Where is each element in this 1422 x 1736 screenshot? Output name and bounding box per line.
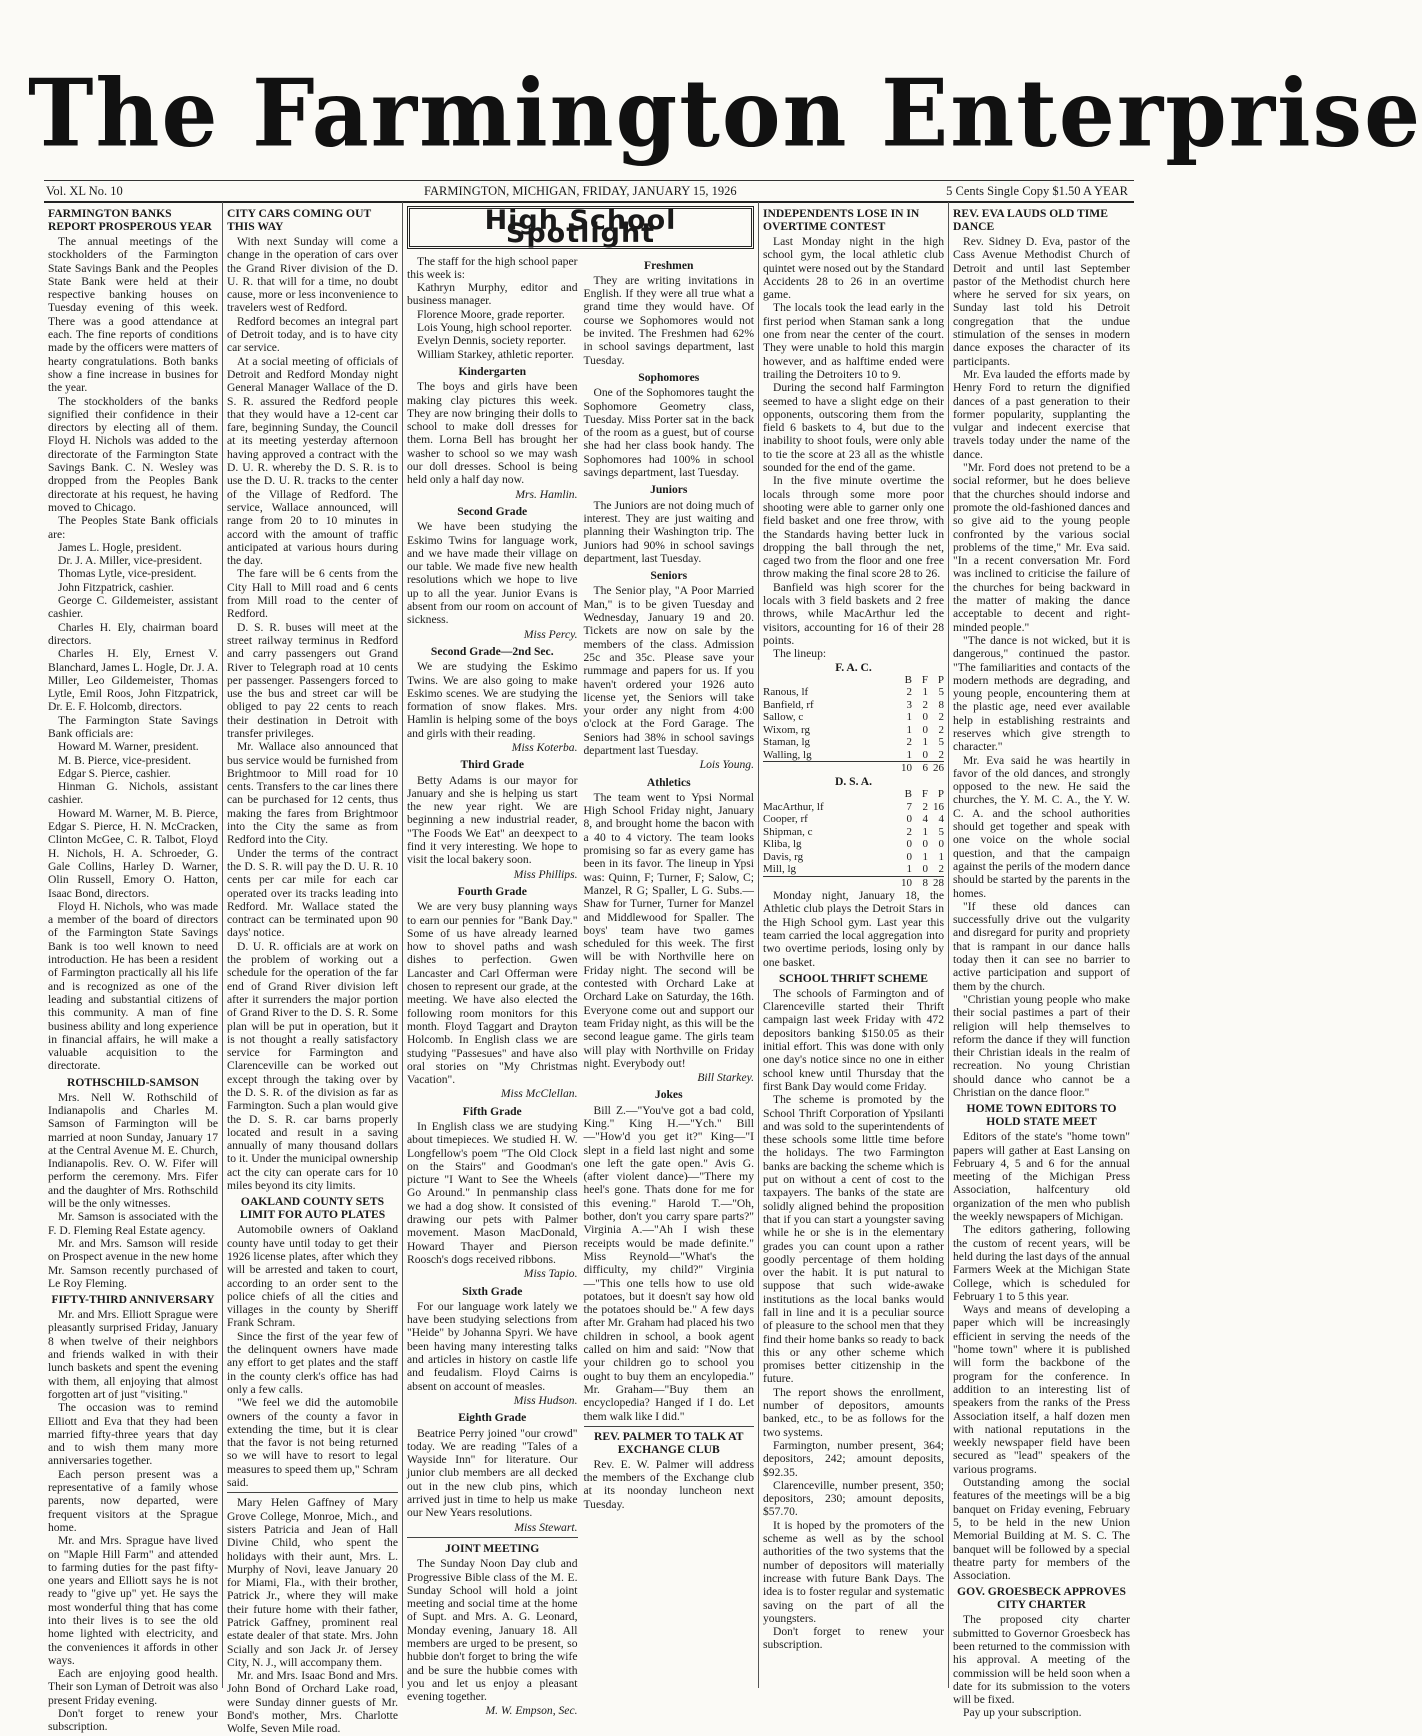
section-heading: Freshmen (644, 258, 694, 272)
article-heading: ROTHSCHILD-SAMSON (66, 1075, 200, 1089)
article-body (953, 1130, 1130, 1582)
paragraph: Editors of the state's "home town" papers will gather at East Lansing on February 4, 5 and 6 for the annual meeting of the Michigan Press Association, halfcentury old organization of the men who publish the weekly newspapers of Michigan. (953, 1130, 1130, 1224)
section-body: The Senior play, "A Poor Married Man," is to be given Tuesday and Wednesday, January 19 and 20. Tickets are now on sale by the members of the class. Admission 25c and 35c. Please save your rummage and papers for us. If you haven't ordered your 1926 auto license yet, the Seniors will take your order any night from 4:00 o'clock at the Ford Garage. The Seniors had 38% in school savings department last Tuesday. (583, 584, 754, 757)
column-5 (948, 202, 1134, 1720)
player-name: Walling, lg (763, 748, 812, 761)
section-heading: JOINT MEETING (445, 1541, 540, 1555)
article-body (953, 1613, 1130, 1719)
paragraph: Rev. Sidney D. Eva, pastor of the Cass Avenue Methodist Church of Detroit and until last September pastor of the Methodist church here where he served for six years, on Sunday last told his Detroit congregation that the undue stimulation of the senses in modern dance exposes the character of its participants. (953, 235, 1130, 368)
paragraph: Mr. and Mrs. Samson will reside on Prospect avenue in the new home Mr. Samson recently purchased of Le Roy Fleming. (48, 1236, 218, 1290)
article-body (953, 235, 1130, 1099)
section-heading: Sixth Grade (462, 1284, 523, 1298)
paragraph: Automobile owners of Oakland county have until today to get their 1926 license plates, after which they will be arrested and taken to court, according to an order sent to the police chiefs of all the cities and villages in the county by Sheriff Frank Schram. (227, 1223, 398, 1330)
paragraph: The report shows the enrollment, number of depositors, amounts banked, etc., to be as follows for the two systems. (763, 1385, 944, 1439)
paragraph: Evelyn Dennis, society reporter. (417, 334, 567, 348)
player-name: MacArthur, lf (763, 800, 824, 813)
paragraph: It is hoped by the promoters of the scheme as well as by the school authorities of the two systems that the number of depositors will materially increase with future Bank Days. The idea is to foster regular and systematic saving on the part of all the youngsters. (763, 1518, 944, 1625)
byline: Bill Starkey. (697, 1071, 754, 1085)
section-heading: Second Grade (457, 504, 528, 518)
paragraph: The Peoples State Bank officials are: (48, 514, 218, 541)
column-3 (402, 202, 758, 1718)
article-heading: REV. EVA LAUDS OLD TIME DANCE (953, 207, 1108, 233)
paragraph: Mr. and Mrs. Sprague have lived on "Maple Hill Farm" and attended to farming duties for the past fifty-one years and Elliott says he is not ready to "give up" yet. He says the most wonderful thing that has come into their lives is to see the old home lighted with electricity, and the conveniences it affords in other ways. (48, 1534, 218, 1667)
paragraph: Edgar S. Pierce, cashier. (58, 766, 171, 780)
paragraph: The staff for the high school paper this week is: (407, 254, 578, 281)
section-body: Beatrice Perry joined "our crowd" today. We are reading "Tales of a Wayside Inn" for literature. Our junior club members are all decked out in the new club pins, which arrived just in time to help us make our New Years resolutions. (407, 1426, 578, 1520)
paragraph: The Farmington State Savings Bank officials are: (48, 713, 218, 740)
stat-cell: 1 (906, 748, 912, 761)
byline: Mrs. Hamlin. (515, 487, 578, 501)
paragraph: Florence Moore, grade reporter. (417, 307, 565, 321)
player-name: Ranous, lf (763, 686, 809, 699)
stat-cell: 8 (938, 698, 944, 711)
section-body: We are studying the Eskimo Twins. We are also going to make Eskimo scenes. We are studying the formation of snow flakes. Mrs. Hamlin is helping some of the boys and girls with their reading. (407, 660, 578, 740)
paragraph: The editors gathering, following the custom of recent years, will be held during the last days of the annual Farmers Week at the Michigan State College, which is scheduled for February 1 to 5 this year. (953, 1223, 1130, 1303)
paragraph: Pay up your subscription. (963, 1706, 1082, 1720)
paragraph: Thomas Lytle, vice-president. (58, 567, 197, 581)
spotlight-title: High School Spotlight (484, 205, 677, 250)
paragraph: The lineup: (773, 647, 827, 661)
article-body (48, 235, 218, 1073)
paragraph: The stockholders of the banks signified their confidence in their directors by electing all of them. Floyd H. Nichols was added to the directorate of the Farmington State Savings Bank. C. N. Wesley was dropped from the Peoples Bank directorate at his request, he having moved to Chicago. (48, 394, 218, 514)
team-name: F. A. C. (835, 660, 872, 674)
dateline-bar (44, 180, 1134, 203)
spotlight-banner (407, 206, 754, 249)
paragraph: Charles H. Ely, Ernest V. Blanchard, James L. Hogle, Dr. J. A. Miller, Leo Gildemeister, Thomas Lytle, Emil Roos, John Fitzpatrick, Dr. E. F. Holcomb, directors. (48, 647, 219, 714)
columns (44, 202, 1134, 1736)
paragraph: John Fitzpatrick, cashier. (58, 580, 174, 594)
byline: Miss Phillips. (513, 867, 578, 881)
lineup-row (763, 736, 944, 749)
stat-cell: 1 (922, 825, 928, 838)
paragraph: "The dance is not wicked, but it is dangerous," continued the pastor. "The familiarities and contacts of the modern methods are degrading, and young people, encountering them at the plastic age, need ever available help in establishing restraints and reserves which give strength to character." (953, 633, 1130, 754)
player-name: Sallow, c (763, 711, 804, 724)
paragraph: Mr. and Mrs. Isaac Bond and Mrs. John Bond of Orchard Lake road, were Sunday dinner guests of Mr. Bond's mother, Mrs. Charlotte Wolfe, Seven Mile road. (227, 1669, 398, 1736)
paragraph: Each are enjoying good health. Their son Lyman of Detroit was also present Friday evening. (48, 1667, 219, 1707)
paragraph: Ways and means of developing a paper which will be increasingly efficient in serving the needs of the "home town" where it is published will form the backbone of the program for the conference. In addition to an interesting list of speakers from the ranks of the Press Association itself, a half dozen men with national reputations in the weekly newspaper field have been secured as "lead" speakers of the various programs. (953, 1303, 1130, 1476)
article-heading: GOV. GROESBECK APPROVES CITY CHARTER (957, 1585, 1126, 1612)
divider (227, 1492, 398, 1493)
lineup-table-fac (763, 674, 944, 775)
stat-cell: 6 (912, 762, 928, 775)
byline: Miss Tapio. (523, 1267, 578, 1281)
article-body (48, 1308, 218, 1707)
section-body: They are writing invitations in English. If they were all true what a grand time they would have. Of course we Sophomores would not be invited. The Freshmen had 62% in school savings department, last Tuesday. (583, 273, 754, 367)
spotlight-right (584, 255, 755, 1721)
section-body: Betty Adams is our mayor for January and she is helping us start the new year right. We are beginning a new industrial reader, "The Foods We Eat" an deexpect to find it very interesting. We hope to visit the local bakery soon. (407, 773, 578, 867)
divider (407, 1537, 578, 1538)
byline: Miss Percy. (523, 627, 578, 641)
section-heading: Kindergarten (458, 364, 527, 378)
section-body: Bill Z.—"You've got a bad cold, King." King H.—"Ych." Bill—"How'd you get it?" King—"I slept in a field last night and some one left the gate open." Avis G. (after violent dance)—"There my heel's gone. Thats done for me for this evening." Harold T.—"Oh, bother, don't you carry spare parts?" Virginia A.—"Ah I wish these receipts would be made definite." Miss Reynold—"What's the difficulty, my child?" Virginia—"This one tells how to use old potatoes, but it doesn't say how old the potatoes should be." A few days after Mr. Graham had placed his two children in school, a book agent called on him and said: "Now that your children go to school you ought to buy them an encylopedia." Mr. Graham—"Buy them an encyclopedia? Hanged if I do. Let them walk like I did." (583, 1103, 754, 1423)
paragraph: The occasion was to remind Elliott and Eva that they had been married fifty-three years that day and to wish them many more anniversaries together. (48, 1401, 218, 1468)
stat-cell: 10 (896, 762, 912, 775)
article-body (227, 1223, 398, 1489)
lineup-col-head: F (921, 788, 928, 801)
lineup-col-head: P (937, 673, 944, 686)
stat-cell: 5 (938, 736, 944, 749)
paragraph: Since the first of the year few of the delinquent owners have made any effort to get plates and the staff in the county clerk's office has had only a few calls. (227, 1329, 398, 1396)
paragraph: George C. Gildemeister, assistant cashier. (48, 594, 218, 621)
paragraph: In the five minute overtime the locals through some more poor shooting were able to garner only one field basket and one free throw, with the Standards having better luck in dropping the ball through the net, caged two from the floor and one free throw making the final score 28 to 26. (763, 474, 944, 581)
section-heading: Third Grade (460, 758, 524, 772)
article-body (763, 235, 944, 661)
stat-cell: 8 (912, 876, 928, 889)
paragraph: Howard M. Warner, M. B. Pierce, Edgar S. Pierce, H. N. McCracken, Clinton McGee, C. R. Talbot, Floyd H. Nichols, H. A. Schroeder, G. Gale Collins, Harley D. Warner, Olin Russell, Emory O. Hatton, Isaac Bond, directors. (48, 806, 218, 900)
paragraph: Each person present was a representative of a family whose parents, now departed, were frequent visitors at the Sprague home. (48, 1467, 218, 1534)
stat-cell: 2 (938, 711, 944, 724)
stat-cell: 5 (938, 825, 944, 838)
price: 5 Cents Single Copy $1.50 A YEAR (946, 184, 1128, 198)
article-heading: FIFTY-THIRD ANNIVERSARY (51, 1293, 215, 1307)
player-name (763, 762, 896, 775)
lineup-row (763, 749, 944, 762)
lineup-header-row (763, 674, 944, 687)
paragraph: The locals took the lead early in the first period when Staman sank a long one from near the center of the court. They were unable to hold this margin however, and as halftime ended were trailing the Detroiters 10 to 9. (763, 301, 944, 381)
byline: M. W. Empson, Sec. (485, 1704, 578, 1718)
player-name: Banfield, rf (763, 698, 814, 711)
section-body: The Sunday Noon Day club and Progressive Bible class of the M. E. Sunday School will hold a joint meeting and social time at the home of Supt. and Mrs. A. G. Leonard, Monday evening, January 18. All members are urged to be present, so hubbie don't forget to bring the wife and be sure the hubbie comes with you and let us enjoy a pleasant evening together. (407, 1557, 578, 1704)
paragraph: At a social meeting of officials of Detroit and Redford Monday night General Manager Wallace of the D. S. R. assured the Redford people that they would have a 12-cent car fare, beginning Sunday, the Council at its meeting yesterday afternoon having approved a contract with the D. U. R. whereby the D. S. R. is to use the D. U. R. tracks to the center of the Village of Redford. The service, Wallace announced, will range from 20 to 10 minutes in accord with the amount of traffic anticipated at various hours during the day. (227, 354, 398, 568)
subscription-reminder: Don't forget to renew your subscription. (763, 1625, 944, 1652)
paragraph: Clarenceville, number present, 350; depositors, 230; amount deposits, $57.70. (763, 1478, 944, 1519)
player-name: Wixom, rg (763, 723, 811, 736)
stat-cell: 1 (906, 863, 912, 876)
paragraph: Mr. Eva said he was heartily in favor of the old dances, and strongly opposed to the new. He said the churches, the Y. M. C. A., the Y. W. C. A. and the school authorities should get together and speak with one voice on the whole social question, and that the campaign against the perils of the modern dance should be started by the parents in the homes. (953, 753, 1130, 900)
lineup-col-head: F (921, 673, 928, 686)
stat-cell: 0 (922, 723, 928, 736)
stat-cell: 10 (896, 876, 912, 889)
stat-cell: 2 (938, 748, 944, 761)
paragraph: The schools of Farmington and of Clarenceville started their Thrift campaign last week Friday with 472 depositors banking $150.05 as their initial effort. This was done with only one day's notice since no one in either school knew until Thursday that the first Bank Day would come Friday. (763, 986, 944, 1093)
player-name: Staman, lg (763, 736, 811, 749)
paragraph: With next Sunday will come a change in the operation of cars over the Grand River division of the D. U. R. that will for a time, no doubt cause, more or less inconvenience to travelers west of Redford. (227, 235, 398, 315)
player-name: Mill, lg (763, 863, 797, 876)
stat-cell: 0 (906, 813, 912, 826)
lineup-total-row (763, 762, 944, 775)
article-heading: HOME TOWN EDITORS TO HOLD STATE MEET (966, 1102, 1117, 1129)
paragraph: Lois Young, high school reporter. (417, 321, 572, 335)
lineup-row (763, 801, 944, 814)
paragraph: The fare will be 6 cents from the City Hall to Mill road and 6 cents from Mill road to the center of Redford. (227, 567, 398, 621)
stat-cell: 3 (906, 698, 912, 711)
player-name: Kliba, lg (763, 838, 802, 851)
stat-cell: 1 (938, 850, 944, 863)
section-heading: Fifth Grade (462, 1104, 522, 1118)
player-name (763, 876, 896, 889)
player-name: Shipman, c (763, 825, 813, 838)
paragraph: Redford becomes an integral part of Detroit today, and is to have city car service. (227, 314, 398, 355)
stat-cell: 5 (938, 686, 944, 699)
lineup-row (763, 724, 944, 737)
lineup-row (763, 813, 944, 826)
paragraph: Mrs. Nell W. Rothschild of Indianapolis and Charles M. Samson of Farmington will be married at noon Sunday, January 17 at the Central Avenue M. E. Church, Indianapolis. Rev. O. W. Fifer will perform the ceremony. Mrs. Fifer and the daughter of Mrs. Rothschild will be the only witnesses. (48, 1090, 218, 1211)
article-heading: FARMINGTON BANKS REPORT PROSPEROUS YEAR (48, 207, 212, 233)
section-body: We are very busy planning ways to earn our pennies for "Bank Day." Some of us have already learned how to shovel paths and wash dishes to perfection. Gwen Lancaster and Carl Offerman were chosen to represent our grade, at the meeting. We have also elected the following room monitors for this month. Floyd Taggart and Drayton Holcomb. In English class we are studying "Passesues" and have also oral stories on "My Christmas Vacation". (407, 900, 578, 1087)
section-heading: Athletics (646, 775, 691, 789)
stat-cell: 2 (906, 736, 912, 749)
paragraph: "We feel we did the automobile owners of the county a favor in extending the time, but it is clear that the favor is not being returned so we will have to resort to legal measures to speed them up," Schram said. (227, 1396, 398, 1490)
paragraph: "Christian young people who make their social pastimes a part of their religion will help themselves to reform the dance if they will function their Christian ideals in the realm of recreation. No young Christian should dance who cannot be a Christian on the dance floor." (953, 992, 1130, 1099)
paragraph: Mr. and Mrs. Elliott Sprague were pleasantly surprised Friday, January 8 when twelve of their neighbors and friends walked in with their lunch baskets and spent the evening with them, all enjoying that almost forgotten art of just "visiting." (48, 1308, 218, 1401)
lineup-col-head: B (904, 788, 912, 801)
paragraph: Dr. J. A. Miller, vice-president. (58, 554, 203, 568)
lineup-row (763, 686, 944, 699)
section-heading: Juniors (650, 483, 688, 497)
paragraph: Outstanding among the social features of the meetings will be a big banquet on Friday evening, February 5, to be held in the new Union Memorial Building at M. S. C. The banquet will be followed by a special theatre party for members of the Association. (953, 1476, 1130, 1583)
paragraph: The annual meetings of the stockholders of the Farmington State Savings Bank and the Peoples State Bank were held at their respective banking houses on Tuesday evening of this week. There was a good attendance at each. The fine reports of conditions made by the officers were matters of hearty congratulations. Both banks show a fine increase in busines for the year. (48, 235, 218, 395)
section-heading: Seniors (650, 569, 688, 583)
section-heading: Eighth Grade (458, 1411, 527, 1425)
stat-cell: 1 (922, 686, 928, 699)
byline: Miss Hudson. (513, 1393, 578, 1407)
stat-cell: 2 (938, 723, 944, 736)
paragraph: The proposed city charter submitted to Governor Groesbeck has been returned to the commission with his approval. A meeting of the commission will be held soon when a date for its submission to the voters will be fixed. (953, 1613, 1130, 1707)
section-body: The Juniors are not doing much of interest. They are just waiting and planning their Washington trip. The Juniors had 90% in school savings department, last Tuesday. (583, 498, 754, 565)
stat-cell: 2 (906, 825, 912, 838)
article-heading: OAKLAND COUNTY SETS LIMIT FOR AUTO PLATES (239, 1195, 386, 1222)
article-heading: CITY CARS COMING OUT THIS WAY (227, 207, 371, 233)
paragraph: "Mr. Ford does not pretend to be a social reformer, but he does believe that the churches should indorse and promote the old-fashioned dances and so give aid to the young people confronted by the various social problems of the time," Mr. Eva said. "In a recent conversation Mr. Ford was inclined to criticise the failure of the churches for being backward in the matter of making the dance acceptable to decent and right-minded people." (953, 461, 1130, 634)
stat-cell: 2 (922, 698, 928, 711)
stat-cell: 2 (906, 686, 912, 699)
spotlight-columns (407, 255, 754, 1721)
lineup-row (763, 838, 944, 851)
lineup-total-row (763, 876, 944, 889)
lineup-header-row (763, 788, 944, 801)
lineup-col-head: B (904, 673, 912, 686)
article-body (227, 235, 398, 1192)
stat-cell: 2 (922, 800, 928, 813)
volume-number: Vol. XL No. 10 (46, 184, 123, 198)
article-heading: SCHOOL THRIFT SCHEME (778, 971, 929, 985)
stat-cell: 0 (906, 850, 912, 863)
section-body: The team went to Ypsi Normal High School Friday night, January 8, and brought home the bacon with a 40 to 4 victory. The team looks promising so far as every game has been in its favor. The lineup in Ypsi was: Quinn, F; Turner, F; Salow, C; Manzel, R G; Spaller, L G. Subs.—Shaw for Turner, Turner for Manzel and Middlewood for Spaller. The boys' team have two games scheduled for this week. The first will be with Northville here on Friday night. The second will be contested with Orchard Lake at Orchard Lake on Saturday, the 16th. Everyone come out and support our team Friday night, as this will be the second league game. The girls team will play with Northville on Friday night. Everybody out! (583, 790, 754, 1070)
divider (584, 1426, 755, 1427)
paragraph: Farmington, number present, 364; depositors, 242; amount deposits, $92.35. (763, 1438, 944, 1479)
paragraph: Mr. Eva lauded the efforts made by Henry Ford to return the dignified dances of a past generation to their former popularity, supplanting the vulgar and indecent exercise that travels today under the name of the dance. (953, 367, 1130, 461)
paragraph: D. S. R. buses will meet at the street railway terminus in Redford and carry passengers out Grand River to Telegraph road at 10 cents per passenger. Passengers forced to use the bus and street car will be obliged to pay 22 cents to reach their destination in Detroit with transfer privileges. (227, 620, 398, 740)
paragraph: D. U. R. officials are at work on the problem of working out a schedule for the operation of the far end of Grand River division left after it surrenders the major portion of Grand River to the D. S. R. Some plan will be put in operation, but it is not thought a really satisfactory service for Farmington and Clarenceville can be worked out except through the taking over by the D. S. R. of the division as far as Farmington. Such a plan would give the D. S. R. car barns properly located and result in a saving annually of many thousand dollars to it. Under the municipal ownership act the city can operate cars for 10 miles beyond its city limits. (227, 939, 398, 1193)
player-name: Davis, rg (763, 850, 804, 863)
paragraph: Floyd H. Nichols, who was made a member of the board of directors of the Farmington State Savings Bank is too well known to need introduction. He has been a resident of Farmington practically all his life and is recognized as one of the leading and substantial citizens of this community. A man of fine business ability and long experience in financial affairs, he will make a valuable acquisition to the directorate. (48, 899, 218, 1073)
team-name: D. S. A. (834, 774, 873, 788)
byline: Lois Young. (699, 758, 754, 772)
stat-cell: 4 (938, 813, 944, 826)
stat-cell: 0 (906, 838, 912, 851)
paragraph: Last Monday night in the high school gym, the local athletic club quintet were nosed out by the Standard Accidents 28 to 26 in an overtime game. (763, 235, 944, 302)
lineup-row (763, 863, 944, 876)
stat-cell: 0 (938, 838, 944, 851)
paragraph: Charles H. Ely, chairman board directors. (48, 620, 218, 647)
article-body (48, 1091, 218, 1290)
lineup-row (763, 826, 944, 839)
paragraph: William Starkey, athletic reporter. (417, 347, 574, 361)
stat-cell: 0 (922, 838, 928, 851)
paragraph: Banfield was high scorer for the locals with 3 field baskets and 2 free throws, while MacArthur led the visitors, accounting for 16 of their 28 points. (763, 580, 944, 647)
article-body: Monday night, January 18, the Athletic club plays the Detroit Stars in the High School gym. Last year this team carried the local aggregation into two overtime periods, losing only by one basket. (763, 889, 944, 969)
column-4 (758, 202, 948, 1688)
article-heading: REV. PALMER TO TALK AT EXCHANGE CLUB (593, 1429, 744, 1456)
byline: Miss Koterba. (511, 740, 578, 754)
lineup-row (763, 711, 944, 724)
section-heading: Sophomores (638, 370, 700, 384)
section-heading: Fourth Grade (457, 884, 527, 898)
stat-cell: 0 (922, 748, 928, 761)
stat-cell: 0 (922, 863, 928, 876)
paragraph: During the second half Farmington seemed to have a slight edge on their opponents, outscoring them from the field 6 baskets to 4, but due to the inability to shoot fouls, were only able to tie the score at 23 all as the whistle sounded for the end of the game. (763, 381, 944, 475)
section-body: For our language work lately we have been studying selections from "Heide" by Johanna Spyri. We have been having many interesting talks and articles in history on castle life and feudalism. Floyd Cairns is absent on account of measles. (407, 1299, 578, 1393)
section-heading: Jokes (654, 1088, 683, 1102)
spotlight-left (407, 255, 578, 1721)
masthead-title: The Farmington Enterprise (28, 58, 1422, 168)
paragraph: Hinman G. Nichols, assistant cashier. (48, 780, 218, 807)
column-1 (44, 202, 222, 1734)
stat-cell: 1 (922, 850, 928, 863)
lineup-row (763, 851, 944, 864)
stat-cell: 2 (938, 863, 944, 876)
paragraph: Kathryn Murphy, editor and business manager. (407, 281, 578, 308)
section-body: One of the Sophomores taught the Sophomore Geometry class, Tuesday. Miss Porter sat in the back of the room as a guest, but of course she had her class book handy. The Sophomores had 100% in school savings department, last Tuesday. (583, 386, 754, 480)
column-2 (222, 202, 402, 1736)
stat-cell: 7 (906, 800, 912, 813)
place-date: FARMINGTON, MICHIGAN, FRIDAY, JANUARY 15, 1926 (424, 184, 737, 198)
paragraph: M. B. Pierce, vice-president. (58, 753, 191, 767)
paragraph: Under the terms of the contract the D. S. R. will pay the D. U. R. 10 cents per car mile for each car operated over its tracks leading into Redford. Mr. Wallace stated the contract can be terminated upon 90 days' notice. (227, 846, 398, 940)
lineup-table-dsa (763, 788, 944, 889)
lineup-row (763, 699, 944, 712)
section-heading: Second Grade—2nd Sec. (430, 644, 554, 658)
paragraph: Mr. Samson is associated with the F. D. Fleming Real Estate agency. (48, 1210, 218, 1237)
article-body (763, 987, 944, 1625)
stat-cell: 16 (933, 800, 944, 813)
stat-cell: 4 (922, 813, 928, 826)
paragraph: Mr. Wallace also announced that bus service would be furnished from Brightmoor to Mill road for 10 cents. Transfers to the car lines there can be purchased for 12 cents, thus making the fares from Brightmoor into the City the same as from Redford into the City. (227, 740, 398, 847)
paragraph: Mary Helen Gaffney of Mary Grove College, Monroe, Mich., and sisters Patricia and Jean of Hall Divine Child, who spent the holidays with their aunt, Mrs. L. Murphy of Novi, leave January 20 for Miami, Fla., with their brother, Patrick Jr., where they will make their future home with their father, Patrick Gaffney, prominent real estate dealer of that state. Mrs. John Scially and son Jack Jr. of Jersey City, N. J., will accompany them. (227, 1496, 398, 1669)
stat-cell: 26 (928, 762, 944, 775)
byline: Miss Stewart. (514, 1520, 578, 1534)
byline: Miss McClellan. (500, 1087, 578, 1101)
stat-cell: 0 (922, 711, 928, 724)
paragraph: Howard M. Warner, president. (58, 740, 199, 754)
player-name: Cooper, rf (763, 813, 808, 826)
stat-cell: 28 (928, 876, 944, 889)
paragraph: The scheme is promoted by the School Thrift Corporation of Ypsilanti and was sold to the superintendents of these schools some little time before the holidays. The two Farmington banks are backing the scheme which is put on without a cent of cost to the taxpayers. The banks of the state are solidly aligned behind the proposition that if you can start a youngster saving while he or she is in the elementary grades you can count upon a rather goodly percentage of them holding over the habit. It is put natural to suppose that such wide-awake institutions as the local banks would fall in line and it is a peculiar source of pleasure to the school men that they find their home banks so ready to back this or any other scheme which promises better citizenship in the future. (763, 1093, 944, 1386)
lineup-col-head: P (937, 788, 944, 801)
section-body: Rev. E. W. Palmer will address the members of the Exchange club at its noonday luncheon next Tuesday. (583, 1457, 754, 1511)
stat-cell: 1 (922, 736, 928, 749)
paragraph: "If these old dances can successfully drive out the vulgarity and disregard for purity and propriety that is rampant in our dance halls today then it can see no barrier to active participation and support of them by the church. (953, 899, 1130, 993)
stat-cell: 1 (906, 711, 912, 724)
section-body: We have been studying the Eskimo Twins for language work, and we have made their village on our table. We made five new health resolutions which we hope to live up to all the year. Junior Evans is absent from our room on account of sickness. (407, 520, 578, 627)
staff-list (407, 255, 578, 361)
subscription-reminder: Don't forget to renew your subscription. (48, 1707, 218, 1734)
article-heading: INDEPENDENTS LOSE IN IN OVERTIME CONTEST (763, 207, 920, 233)
article-body (227, 1496, 398, 1735)
section-body: In English class we are studying about timepieces. We studied H. W. Longfellow's poem "The Old Clock on the Stairs" and Goodman's picture "I Want to See the Wheels Go Around." In penmanship class we had a dog show. It consisted of drawing our pets with Palmer movement. Mason MacDonald, Howard Thayer and Pierson Roosch's dogs received ribbons. (407, 1120, 578, 1266)
stat-cell: 1 (906, 723, 912, 736)
section-body: The boys and girls have been making clay pictures this week. They are now bringing their dolls to school to make doll dresses for them. Lorna Bell has brought her washer to school so we may wash our doll dresses. School is being held only a half day now. (407, 380, 578, 487)
paragraph: James L. Hogle, president. (58, 540, 182, 554)
